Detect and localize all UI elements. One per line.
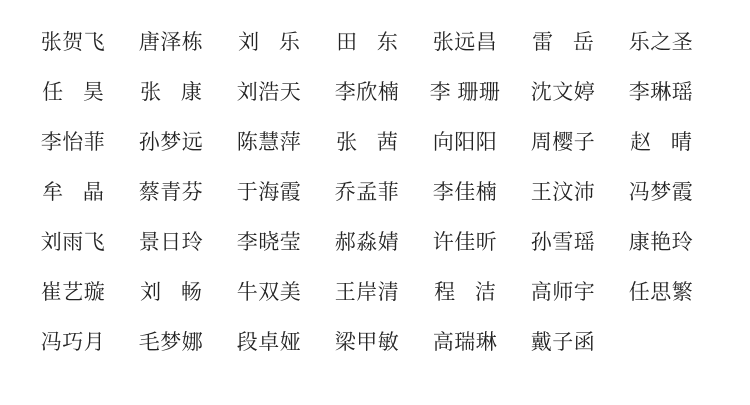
name-cell: 李晓莹: [236, 231, 302, 254]
name-row: [24, 168, 726, 218]
name-cell: 乔孟菲: [334, 181, 400, 204]
name-row: [24, 218, 726, 268]
name-cell: 刘 畅: [140, 281, 209, 304]
name-cell: 高师宇: [530, 281, 596, 304]
name-cell: 唐泽栋: [138, 31, 204, 54]
name-cell: 张 康: [140, 81, 209, 104]
name-cell: 李 珊珊: [429, 81, 501, 104]
name-cell: 蔡青芬: [138, 181, 204, 204]
name-cell: 李欣楠: [334, 81, 400, 104]
name-cell: 王岸清: [334, 281, 400, 304]
name-cell: 雷 岳: [532, 31, 601, 54]
name-cell: 梁甲敏: [334, 331, 400, 354]
name-cell: 李琳瑶: [628, 81, 694, 104]
name-row: [24, 318, 726, 368]
name-cell: 张贺飞: [40, 31, 106, 54]
name-row: [24, 68, 726, 118]
name-cell: 景日玲: [138, 231, 204, 254]
name-cell: 刘 乐: [238, 31, 307, 54]
name-cell: 沈文婷: [530, 81, 596, 104]
name-cell: 程 洁: [434, 281, 503, 304]
name-cell: 高瑞琳: [432, 331, 498, 354]
name-cell: 刘浩天: [236, 81, 302, 104]
name-cell: 牟 晶: [42, 181, 111, 204]
name-cell: 任 昊: [42, 81, 111, 104]
name-row: [24, 118, 726, 168]
name-cell: 冯巧月: [40, 331, 106, 354]
name-cell: 郝淼婧: [334, 231, 400, 254]
name-cell: 李佳楠: [432, 181, 498, 204]
name-cell: 赵 晴: [630, 131, 699, 154]
name-cell: 康艳玲: [628, 231, 694, 254]
name-cell: 牛双美: [236, 281, 302, 304]
name-cell: 毛梦娜: [138, 331, 204, 354]
name-cell: 王汶沛: [530, 181, 596, 204]
name-cell: 孙梦远: [138, 131, 204, 154]
name-cell: 刘雨飞: [40, 231, 106, 254]
name-cell: 许佳昕: [432, 231, 498, 254]
name-cell: 张 茜: [336, 131, 405, 154]
name-row: [24, 268, 726, 318]
name-cell: 陈慧萍: [236, 131, 302, 154]
name-cell: 张远昌: [432, 31, 498, 54]
name-row: [24, 18, 726, 68]
name-cell: 乐之圣: [628, 31, 694, 54]
name-cell: 向阳阳: [432, 131, 498, 154]
name-cell: 任思繁: [628, 281, 694, 304]
name-cell: 冯梦霞: [628, 181, 694, 204]
name-cell: 孙雪瑶: [530, 231, 596, 254]
name-cell: 崔艺璇: [40, 281, 106, 304]
name-cell: 周樱子: [530, 131, 596, 154]
name-cell: 戴子函: [530, 331, 596, 354]
name-cell: 段卓娅: [236, 331, 302, 354]
name-cell: 李怡菲: [40, 131, 106, 154]
name-cell: 于海霞: [236, 181, 302, 204]
name-cell: 田 东: [336, 31, 405, 54]
